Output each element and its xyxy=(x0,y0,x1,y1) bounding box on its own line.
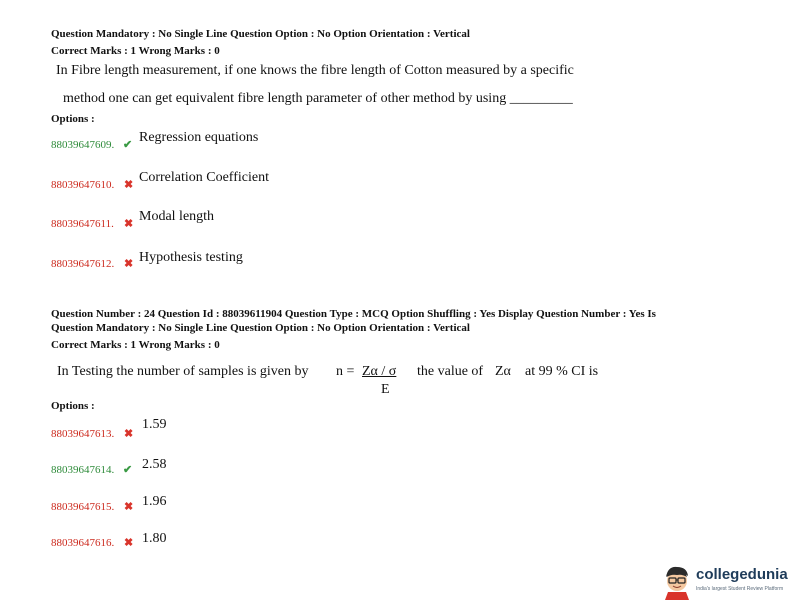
question-marks: Correct Marks : 1 Wrong Marks : 0 xyxy=(51,339,220,351)
cross-icon: ✖ xyxy=(124,218,134,230)
formula-numerator: Zα / σ xyxy=(362,364,397,379)
cross-icon: ✖ xyxy=(124,537,134,549)
option-text: 1.80 xyxy=(142,531,167,546)
question-text-mid: the value of xyxy=(417,364,484,379)
formula-variable: Zα xyxy=(495,364,511,379)
question-text-start: In Testing the number of samples is given by xyxy=(57,364,309,379)
mascot-icon xyxy=(662,564,692,600)
option-text: Modal length xyxy=(139,209,215,224)
question-meta-line: Question Mandatory : No Single Line Question Option : No Option Orientation : Vertical xyxy=(51,28,470,40)
cross-icon: ✖ xyxy=(124,258,134,270)
option-text: Correlation Coefficient xyxy=(139,170,269,185)
logo-tagline: India's largest Student Review Platform xyxy=(696,586,784,592)
check-icon: ✔ xyxy=(123,139,133,151)
cross-icon: ✖ xyxy=(124,501,134,513)
question-meta-line: Question Mandatory : No Single Line Question Option : No Option Orientation : Vertical xyxy=(51,322,470,334)
option-text: 2.58 xyxy=(142,457,167,472)
question-text-end: at 99 % CI is xyxy=(525,364,599,379)
formula-lhs: n = xyxy=(336,364,355,379)
option-text: 1.96 xyxy=(142,494,167,509)
question-marks: Correct Marks : 1 Wrong Marks : 0 xyxy=(51,45,220,57)
question-text-line: method one can get equivalent fibre length parameter of other method by using _________ xyxy=(63,91,573,106)
logo-name: collegedunia xyxy=(696,566,788,583)
option-id: 88039647616. xyxy=(51,537,115,549)
option-id: 88039647614. xyxy=(51,464,115,476)
options-label: Options : xyxy=(51,113,95,125)
question-meta-line: Question Number : 24 Question Id : 88039611904 Question Type : MCQ Option Shuffling : Yes Display Question Number : Yes Is xyxy=(51,308,656,320)
check-icon: ✔ xyxy=(123,464,133,476)
cross-icon: ✖ xyxy=(124,179,134,191)
option-id: 88039647609. xyxy=(51,139,115,151)
option-text: 1.59 xyxy=(142,417,167,432)
option-id: 88039647613. xyxy=(51,428,115,440)
cross-icon: ✖ xyxy=(124,428,134,440)
question-text-line: In Fibre length measurement, if one knows the fibre length of Cotton measured by a specific xyxy=(56,63,574,78)
collegedunia-logo xyxy=(662,564,786,604)
options-label: Options : xyxy=(51,400,95,412)
option-text: Hypothesis testing xyxy=(139,250,243,265)
formula-denominator: E xyxy=(381,382,390,397)
option-id: 88039647610. xyxy=(51,179,115,191)
option-text: Regression equations xyxy=(139,130,259,145)
option-id: 88039647615. xyxy=(51,501,115,513)
option-id: 88039647611. xyxy=(51,218,114,230)
option-id: 88039647612. xyxy=(51,258,115,270)
